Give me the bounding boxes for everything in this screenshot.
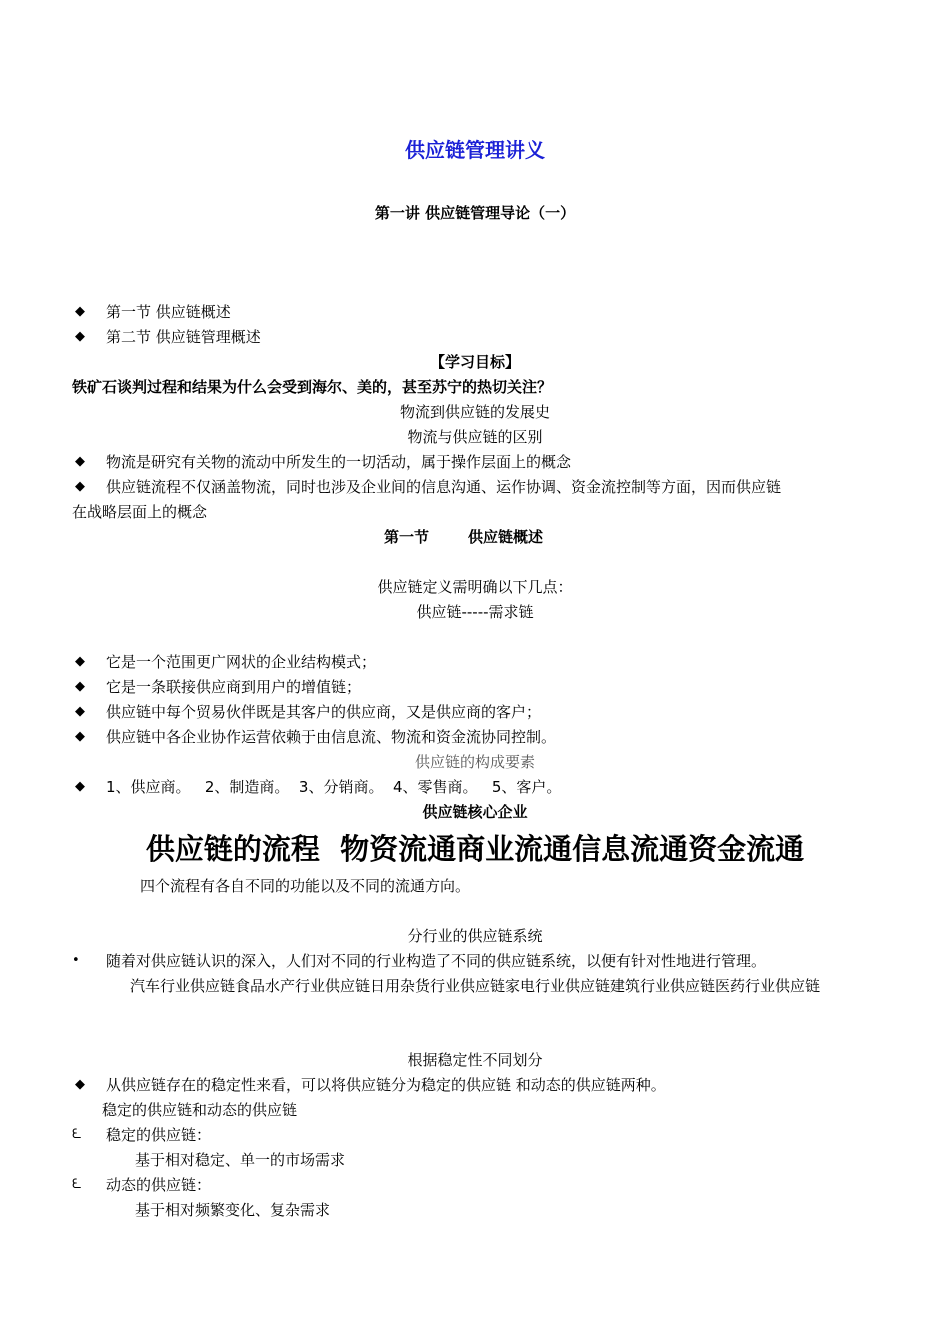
diamond-bullet-icon: ◆ <box>75 304 85 319</box>
def-point-2: 它是一条联接供应商到用户的增值链； <box>106 678 362 696</box>
stability-point: 从供应链存在的稳定性来看，可以将供应链分为稳定的供应链 和动态的供应链两种。 <box>106 1076 666 1094</box>
stability-heading: 根据稳定性不同划分 <box>407 1051 543 1069</box>
def-point-4: 供应链中各企业协作运营依赖于由信息流、物流和资金流协同控制。 <box>106 728 557 746</box>
industry-list: 汽车行业供应链食品水产行业供应链日用杂货行业供应链家电行业供应链建筑行业供应链医药行业供应链 <box>129 977 820 995</box>
diff-point-2: 供应链流程不仅涵盖物流，同时也涉及企业间的信息沟通、运作协调、资金流控制等方面，因而供应链 <box>106 478 782 496</box>
diff-point-1: 物流是研究有关物的流动中所发生的一切活动，属于操作层面上的概念 <box>106 453 572 471</box>
learning-goal-heading: 【学习目标】 <box>429 353 520 371</box>
def-point-3: 供应链中每个贸易伙伴既是其客户的供应商，又是供应商的客户； <box>106 703 542 721</box>
curl-bullet-icon: ᘍ <box>72 1127 82 1142</box>
industry-point: 随着对供应链认识的深入，人们对不同的行业构造了不同的供应链系统，以便有针对性地进行管理。 <box>106 952 767 970</box>
diamond-bullet-icon: ◆ <box>75 779 85 794</box>
section1-name: 供应链概述 <box>468 528 544 546</box>
diamond-bullet-icon: ◆ <box>75 679 85 694</box>
process-heading: 供应链的流程 物资流通商业流通信息流通资金流通 <box>145 832 805 866</box>
definition-intro: 供应链定义需明确以下几点： <box>377 578 573 596</box>
history-heading: 物流到供应链的发展史 <box>399 403 550 421</box>
def-point-1: 它是一个范围更广网状的企业结构模式； <box>106 653 377 671</box>
stable-label: 稳定的供应链： <box>106 1126 212 1144</box>
question-text: 铁矿石谈判过程和结果为什么会受到海尔、美的，甚至苏宁的热切关注？ <box>72 378 553 396</box>
diamond-bullet-icon: ◆ <box>75 729 85 744</box>
lecture-heading: 第一讲 供应链管理导论（一） <box>374 204 576 222</box>
diamond-bullet-icon: ◆ <box>75 654 85 669</box>
elements-list: 1、供应商。 2、制造商。 3、分销商。 4、零售商。 5、客户。 <box>106 778 562 796</box>
dynamic-desc: 基于相对频繁变化、复杂需求 <box>135 1201 331 1219</box>
diamond-bullet-icon: ◆ <box>75 704 85 719</box>
diamond-bullet-icon: ◆ <box>75 454 85 469</box>
dot-bullet-icon: • <box>72 953 80 968</box>
toc-item-2: 第二节 供应链管理概述 <box>106 328 261 346</box>
curl-bullet-icon: ᘍ <box>72 1177 82 1192</box>
section1-number: 第一节 <box>384 528 430 546</box>
diff-point-2-cont: 在战略层面上的概念 <box>72 503 208 521</box>
dynamic-label: 动态的供应链： <box>106 1176 212 1194</box>
stable-desc: 基于相对稳定、单一的市场需求 <box>135 1151 346 1169</box>
difference-heading: 物流与供应链的区别 <box>407 428 543 446</box>
elements-heading: 供应链的构成要素 <box>414 753 535 771</box>
document-title: 供应链管理讲义 <box>405 138 545 162</box>
diamond-bullet-icon: ◆ <box>75 1077 85 1092</box>
diamond-bullet-icon: ◆ <box>75 479 85 494</box>
process-note: 四个流程有各自不同的功能以及不同的流通方向。 <box>140 877 471 895</box>
chain-demand: 供应链-----需求链 <box>416 603 534 621</box>
core-enterprise-heading: 供应链核心企业 <box>422 803 528 821</box>
stability-sub: 稳定的供应链和动态的供应链 <box>102 1101 298 1119</box>
industry-heading: 分行业的供应链系统 <box>407 927 543 945</box>
toc-item-1: 第一节 供应链概述 <box>106 303 231 321</box>
diamond-bullet-icon: ◆ <box>75 329 85 344</box>
